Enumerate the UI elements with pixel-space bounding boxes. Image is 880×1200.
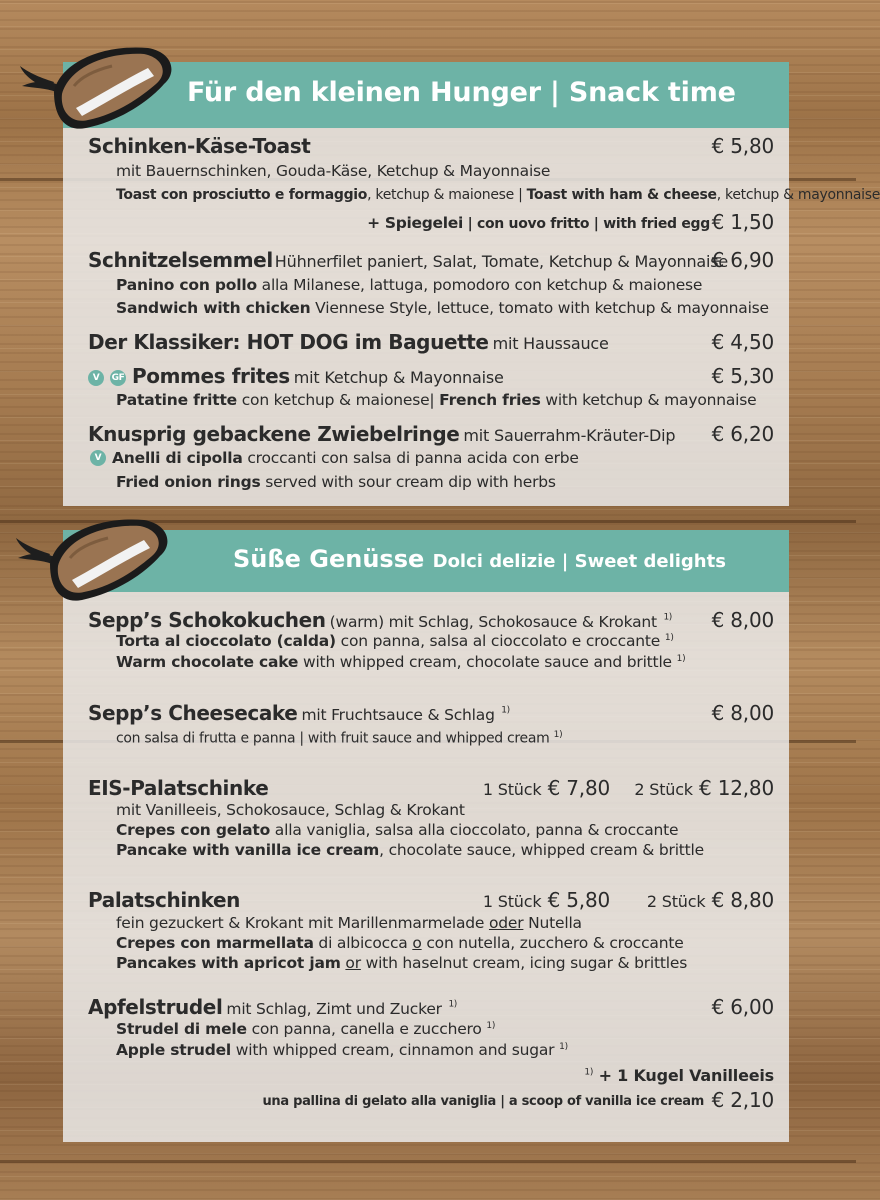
item-desc-en xyxy=(116,1041,568,1059)
item-it-bold: Anelli di cipolla xyxy=(112,449,243,467)
item-desc-inline: mit Sauerrahm-Kräuter-Dip xyxy=(463,426,676,445)
item-en-rest: served with sour cream dip with herbs xyxy=(260,473,556,491)
tyrolean-hat-icon xyxy=(16,42,176,134)
item-desc-inline: mit Haussauce xyxy=(492,334,609,353)
item-desc-it xyxy=(116,632,674,650)
item-extra-price: € 1,50 xyxy=(711,210,774,234)
item-en-bold: Apple strudel xyxy=(116,1041,232,1059)
price-value: € 8,80 xyxy=(711,888,774,912)
item-desc-inline: (warm) mit Schlag, Schokosauce & Krokant xyxy=(329,613,657,631)
price-value: € 5,80 xyxy=(547,888,610,912)
item-it-rest: alla vaniglia, salsa alla cioccolato, panna & croccante xyxy=(270,821,679,839)
item-desc-it xyxy=(116,821,678,839)
text-b: con nutella, zucchero & croccante xyxy=(421,934,684,952)
item-title: Palatschinken xyxy=(88,888,240,912)
item-desc-inline: Hühnerfilet paniert, Salat, Tomate, Ketchup & Mayonnaise xyxy=(274,252,729,271)
price-label: 1 Stück xyxy=(482,892,542,911)
item-title: Sepp’s Schokokuchen xyxy=(88,608,326,632)
item-title: Knusprig gebackene Zwiebelringe xyxy=(88,422,460,446)
footnote-mark: 1) xyxy=(553,730,563,740)
item-extra xyxy=(367,214,710,232)
item-title: Schinken-Käse-Toast xyxy=(88,134,311,158)
footnote-mark: 1) xyxy=(501,705,510,716)
item-en-bold: Pancakes with apricot jam xyxy=(116,954,341,972)
dessert-panel xyxy=(63,592,789,1142)
item-en-rest: with whipped cream, cinnamon and sugar xyxy=(231,1041,555,1059)
item-it-bold: Toast con prosciutto e formaggio xyxy=(116,187,368,203)
item-desc-en xyxy=(116,473,556,491)
item-it-rest: con panna, canella e zucchero xyxy=(246,1020,482,1038)
item-price: € 5,80 xyxy=(711,134,774,158)
item-extra xyxy=(584,1066,774,1085)
dessert-title-rest: Dolci delizie | Sweet delights xyxy=(432,551,726,572)
item-price-one xyxy=(479,776,610,800)
footnote-mark: 1) xyxy=(486,1020,496,1031)
item-it-bold: Crepes con gelato xyxy=(116,821,271,839)
item-desc-it xyxy=(116,276,702,294)
item-title-line xyxy=(88,364,504,388)
item-desc-de: mit Bauernschinken, Gouda-Käse, Ketchup & Mayonnaise xyxy=(116,162,551,180)
item-title: Schnitzelsemmel xyxy=(88,248,273,272)
item-extra-sub: una pallina di gelato alla vaniglia | a scoop of vanilla ice cream xyxy=(262,1094,704,1109)
item-en-bold: Fried onion rings xyxy=(116,473,261,491)
text-b: Nutella xyxy=(523,914,582,932)
item-desc-en xyxy=(116,954,687,972)
item-desc-it xyxy=(116,934,684,952)
item-desc-inline: mit Schlag, Zimt und Zucker xyxy=(226,1000,442,1018)
item-title-line xyxy=(88,330,609,354)
footnote-mark: 1) xyxy=(448,999,457,1010)
vegetarian-badge: V xyxy=(88,370,104,386)
item-sub xyxy=(116,730,562,747)
gluten-free-badge: GF xyxy=(110,370,126,386)
item-en-bold: Sandwich with chicken xyxy=(116,299,311,317)
item-desc-en xyxy=(116,653,685,671)
wood-seam xyxy=(0,1160,856,1163)
item-en-bold: Pancake with vanilla ice cream xyxy=(116,841,380,859)
item-it-bold: Crepes con marmellata xyxy=(116,934,314,952)
item-desc-de xyxy=(116,914,582,932)
item-it-bold: Patatine fritte xyxy=(116,391,237,409)
item-it-rest: , ketchup & maionese | xyxy=(367,187,527,203)
item-title: Apfelstrudel xyxy=(88,995,223,1019)
item-price: € 8,00 xyxy=(711,608,774,632)
item-en-bold: Toast with ham & cheese xyxy=(526,187,717,203)
item-extra-bold: + Spiegelei xyxy=(367,214,464,232)
item-en-rest: , ketchup & mayonnaise xyxy=(716,187,880,203)
item-it-rest: croccanti con salsa di panna acida con erbe xyxy=(242,449,579,467)
item-title-line xyxy=(88,422,675,446)
item-extra-bold: + 1 Kugel Vanilleeis xyxy=(598,1066,774,1085)
item-title-line xyxy=(88,995,457,1019)
item-title: EIS-Palatschinke xyxy=(88,776,269,800)
price-label: 1 Stück xyxy=(482,780,542,799)
item-desc-en xyxy=(116,841,704,859)
item-price: € 6,00 xyxy=(711,995,774,1019)
item-price: € 8,00 xyxy=(711,701,774,725)
item-sep: | xyxy=(429,391,440,409)
text-b: with haselnut cream, icing sugar & brittles xyxy=(360,954,688,972)
tyrolean-hat-icon xyxy=(12,514,172,606)
footnote-mark: 1) xyxy=(664,632,674,643)
item-it-bold: Panino con pollo xyxy=(116,276,257,294)
dessert-section-title xyxy=(233,545,726,573)
item-price-one xyxy=(479,888,610,912)
text-underline: or xyxy=(345,954,361,972)
item-en-bold: French fries xyxy=(439,391,541,409)
item-it-rest: alla Milanese, lattuga, pomodoro con ketchup & maionese xyxy=(256,276,703,294)
price-value: € 12,80 xyxy=(699,776,774,800)
footnote-mark: 1) xyxy=(584,1067,594,1078)
item-desc-it-en xyxy=(116,391,756,409)
item-desc-it xyxy=(116,1020,495,1038)
item-en-rest: with ketchup & mayonnaise xyxy=(540,391,757,409)
item-desc-it-en xyxy=(116,187,880,203)
item-desc-it xyxy=(90,449,579,467)
footnote-mark: 1) xyxy=(559,1041,568,1052)
item-extra-price: € 2,10 xyxy=(711,1088,774,1112)
text-a: fein gezuckert & Krokant mit Marillenmarmelade xyxy=(116,914,489,932)
vegetarian-badge: V xyxy=(90,450,106,466)
item-desc-inline: mit Ketchup & Mayonnaise xyxy=(293,368,504,387)
item-title: Der Klassiker: HOT DOG im Baguette xyxy=(88,330,489,354)
item-price: € 6,20 xyxy=(711,422,774,446)
item-price-two xyxy=(630,776,774,800)
item-it-rest: con ketchup & maionese xyxy=(236,391,430,409)
item-extra-rest: | con uovo fritto | with fried egg xyxy=(463,216,710,232)
text-underline: o xyxy=(412,934,422,952)
item-title-line xyxy=(88,248,728,272)
item-desc-en xyxy=(116,299,769,317)
item-price: € 5,30 xyxy=(711,364,774,388)
item-desc-inline: mit Fruchtsauce & Schlag xyxy=(301,706,495,724)
item-title-line xyxy=(88,608,672,632)
item-price: € 4,50 xyxy=(711,330,774,354)
item-price: € 6,90 xyxy=(711,248,774,272)
item-price-two xyxy=(643,888,774,912)
item-sub-text: con salsa di frutta e panna | with fruit sauce and whipped cream xyxy=(116,730,550,747)
item-en-rest: , chocolate sauce, whipped cream & brittle xyxy=(379,841,704,859)
price-label: 2 Stück xyxy=(646,892,706,911)
item-title: Sepp’s Cheesecake xyxy=(88,701,298,725)
footnote-mark: 1) xyxy=(676,653,686,664)
footnote-mark: 1) xyxy=(663,612,672,623)
item-it-bold: Strudel di mele xyxy=(116,1020,247,1038)
item-title-line xyxy=(88,701,510,725)
price-label: 2 Stück xyxy=(634,780,693,799)
snack-section-title: Für den kleinen Hunger | Snack time xyxy=(187,77,736,108)
item-en-rest: Viennese Style, lettuce, tomato with ketchup & mayonnaise xyxy=(310,299,769,317)
item-en-rest: with whipped cream, chocolate sauce and brittle xyxy=(298,653,672,671)
item-en-bold: Warm chocolate cake xyxy=(116,653,299,671)
text-underline: oder xyxy=(488,914,524,932)
item-desc-de: mit Vanilleeis, Schokosauce, Schlag & Krokant xyxy=(116,801,465,819)
item-it-rest: con panna, salsa al cioccolato e croccante xyxy=(335,632,661,650)
text-a: di albicocca xyxy=(313,934,413,952)
item-title: Pommes frites xyxy=(132,364,290,388)
dessert-title-de: Süße Genüsse xyxy=(233,545,425,573)
item-it-bold: Torta al cioccolato (calda) xyxy=(116,632,336,650)
price-value: € 7,80 xyxy=(547,776,610,800)
